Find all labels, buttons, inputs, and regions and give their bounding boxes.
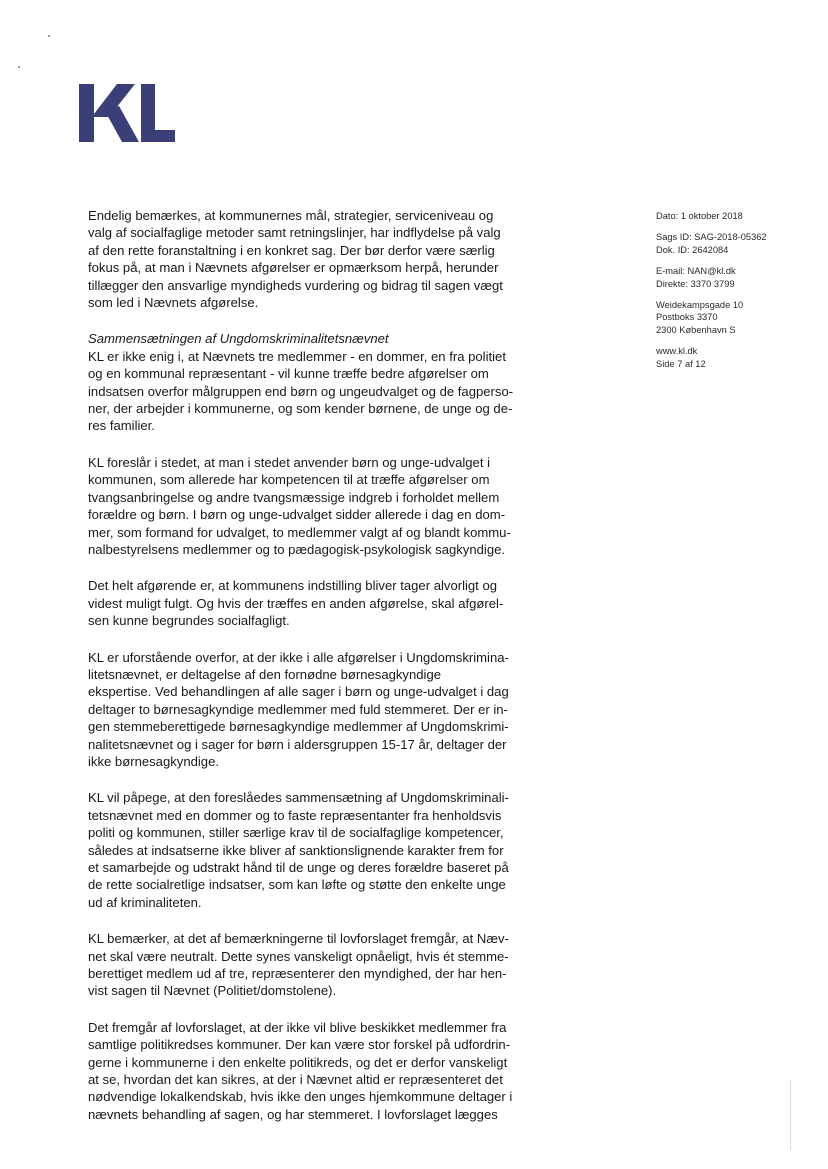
- sidebar-info-group: [656, 265, 806, 290]
- sidebar-info-group: [656, 345, 806, 370]
- paragraph-line: nalitetsnævnet og i sager for børn i aldersgruppen 15-17 år, deltager der: [88, 736, 507, 752]
- paragraph-line: KL vil påpege, at den foreslåedes sammensætning af Ungdomskriminali-: [88, 790, 509, 806]
- paragraph-line: nævnets behandling af sagen, og har stemmeret. I lovforslaget lægges: [88, 1106, 498, 1122]
- paragraph-line: tetsnævnet med en dommer og to faste repræsentanter fra henholdsvis: [88, 807, 502, 823]
- paragraph-line: fokus på, at man i Nævnets afgørelser er opmærksom herpå, herunder: [88, 260, 499, 276]
- body-paragraph: [88, 1019, 558, 1123]
- paragraph-line: forældre og børn. I børn og unge-udvalget sidder allerede i dag en dom-: [88, 507, 506, 523]
- paragraph-line: KL er ikke enig i, at Nævnets tre medlemmer - en dommer, en fra politiet: [88, 348, 506, 364]
- scan-speck: [18, 66, 20, 68]
- paragraph-line: samtlige politikredses kommuner. Der kan være stor forskel på udfordrin-: [88, 1037, 511, 1053]
- sidebar-info-line: E-mail: NAN@kl.dk: [656, 266, 736, 277]
- paragraph-line: sen kunne begrundes socialfagligt.: [88, 613, 290, 629]
- paragraph-line: gen stemmeberettigede børnesagkyndige medlemmer af Ungdomskrimi-: [88, 719, 509, 735]
- paragraph-line: ner, der arbejder i kommunerne, og som kender børnene, de unge og de-: [88, 401, 513, 417]
- paragraph-line: af den rette foranstaltning i en konkret sag. Der bør derfor være særlig: [88, 242, 495, 258]
- body-paragraph: [88, 454, 558, 558]
- sidebar-info-line: Postboks 3370: [656, 312, 718, 323]
- letter-sidebar-info: [656, 210, 806, 379]
- paragraph-line: net skal være neutralt. Dette synes vanskeligt opnåeligt, hvis ét stemme-: [88, 948, 509, 964]
- body-paragraph: [88, 649, 558, 771]
- paragraph-line: ikke børnesagkyndige.: [88, 753, 220, 769]
- paragraph-line: og en kommunal repræsentant - vil kunne træffe bedre afgørelser om: [88, 366, 489, 382]
- sidebar-info-line: Direkte: 3370 3799: [656, 278, 735, 289]
- sidebar-info-group: [656, 299, 806, 336]
- paragraph-line: således at indsatserne ikke bliver af sanktionslignende karakter frem for: [88, 842, 504, 858]
- paragraph-line: nalbestyrelsens medlemmer og to pædagogisk-psykologisk sagkyndige.: [88, 541, 506, 557]
- sidebar-info-line: Sags ID: SAG-2018-05362: [656, 232, 767, 243]
- body-paragraph: [88, 789, 558, 911]
- body-paragraph: [88, 577, 558, 629]
- paragraph-line: et samarbejde og udstrakt hånd til de unge og deres forældre baseret på: [88, 860, 509, 875]
- paragraph-line: KL er uforstående overfor, at der ikke i alle afgørelser i Ungdomskrimina-: [88, 649, 509, 665]
- paragraph-line: nødvendige lokalkendskab, hvis ikke den unges hjemkommune deltager i: [88, 1089, 513, 1105]
- paragraph-line: politi og kommunen, stiller særlige krav til de socialfaglige kompetencer,: [88, 825, 504, 841]
- sidebar-info-line: Dato: 1 oktober 2018: [656, 211, 743, 221]
- paragraph-line: Det fremgår af lovforslaget, at der ikke vil blive beskikket medlemmer fra: [88, 1019, 507, 1035]
- paragraph-line: indsatsen overfor målgruppen end børn og ungeudvalget og de fagperso-: [88, 383, 514, 399]
- scan-edge-line: [790, 1080, 791, 1150]
- paragraph-line: valg af socialfaglige metoder samt retningslinjer, har indflydelse på valg: [88, 225, 501, 241]
- paragraph-line: deltager to børnesagkyndige medlemmer med fuld stemmeret. Der er in-: [88, 701, 508, 717]
- paragraph-line: Endelig bemærkes, at kommunernes mål, strategier, serviceniveau og: [88, 208, 494, 223]
- sidebar-info-line: www.kl.dk: [656, 346, 698, 357]
- paragraph-line: ud af kriminaliteten.: [88, 894, 202, 910]
- sidebar-info-line: 2300 København S: [656, 324, 736, 335]
- sidebar-info-line: Side 7 af 12: [656, 358, 706, 369]
- paragraph-line: de rette socialretlige indsatser, som kan løfte og støtte den enkelte unge: [88, 877, 506, 893]
- paragraph-line: ekspertise. Ved behandlingen af alle sager i børn og unge-udvalget i dag: [88, 684, 509, 700]
- paragraph-line: tvangsanbringelse og andre tvangsmæssige indgreb i forholdet mellem: [88, 489, 500, 505]
- sidebar-info-group: [656, 231, 806, 256]
- sidebar-info-group: [656, 210, 806, 222]
- section-heading: Sammensætningen af Ungdomskriminalitetsnævnet: [88, 331, 389, 347]
- paragraph-line: berettiget medlem ud af tre, repræsenterer den myndighed, der har hen-: [88, 966, 507, 982]
- paragraph-line: mer, som formand for udvalget, to medlemmer valgt af og blandt kommu-: [88, 524, 511, 540]
- paragraph-line: litetsnævnet, er deltagelse af den fornødne børnesagkyndige: [88, 666, 442, 682]
- kl-logo: [79, 84, 175, 142]
- letter-body: [88, 207, 558, 1142]
- paragraph-line: vist sagen til Nævnet (Politiet/domstolene).: [88, 983, 337, 999]
- sidebar-info-line: Dok. ID: 2642084: [656, 244, 729, 255]
- sidebar-info-line: Weidekampsgade 10: [656, 300, 744, 311]
- paragraph-line: gerne i kommunerne i den enkelte politikreds, og det er derfor vanskeligt: [88, 1054, 508, 1070]
- paragraph-line: res familier.: [88, 418, 155, 434]
- paragraph-line: tillægger den ansvarlige myndigheds vurdering og bidrag til sagen vægt: [88, 277, 503, 293]
- body-paragraph: [88, 330, 558, 434]
- paragraph-line: Det helt afgørende er, at kommunens indstilling bliver tager alvorligt og: [88, 578, 498, 594]
- scan-speck: [48, 35, 50, 37]
- paragraph-line: at se, hvordan det kan sikres, at der i Nævnet altid er repræsenteret det: [88, 1072, 503, 1088]
- paragraph-line: KL bemærker, at det af bemærkningerne til lovforslaget fremgår, at Næv-: [88, 931, 509, 947]
- body-paragraph: [88, 930, 558, 1000]
- paragraph-line: videst muligt fulgt. Og hvis der træffes en anden afgørelse, skal afgørel-: [88, 595, 504, 611]
- kl-logo-mark: [79, 84, 175, 142]
- paragraph-line: kommunen, som allerede har kompetencen til at træffe afgørelser om: [88, 472, 490, 488]
- paragraph-line: som led i Nævnets afgørelse.: [88, 295, 259, 311]
- paragraph-line: KL foreslår i stedet, at man i stedet anvender børn og unge-udvalget i: [88, 454, 491, 470]
- body-paragraph: [88, 207, 558, 311]
